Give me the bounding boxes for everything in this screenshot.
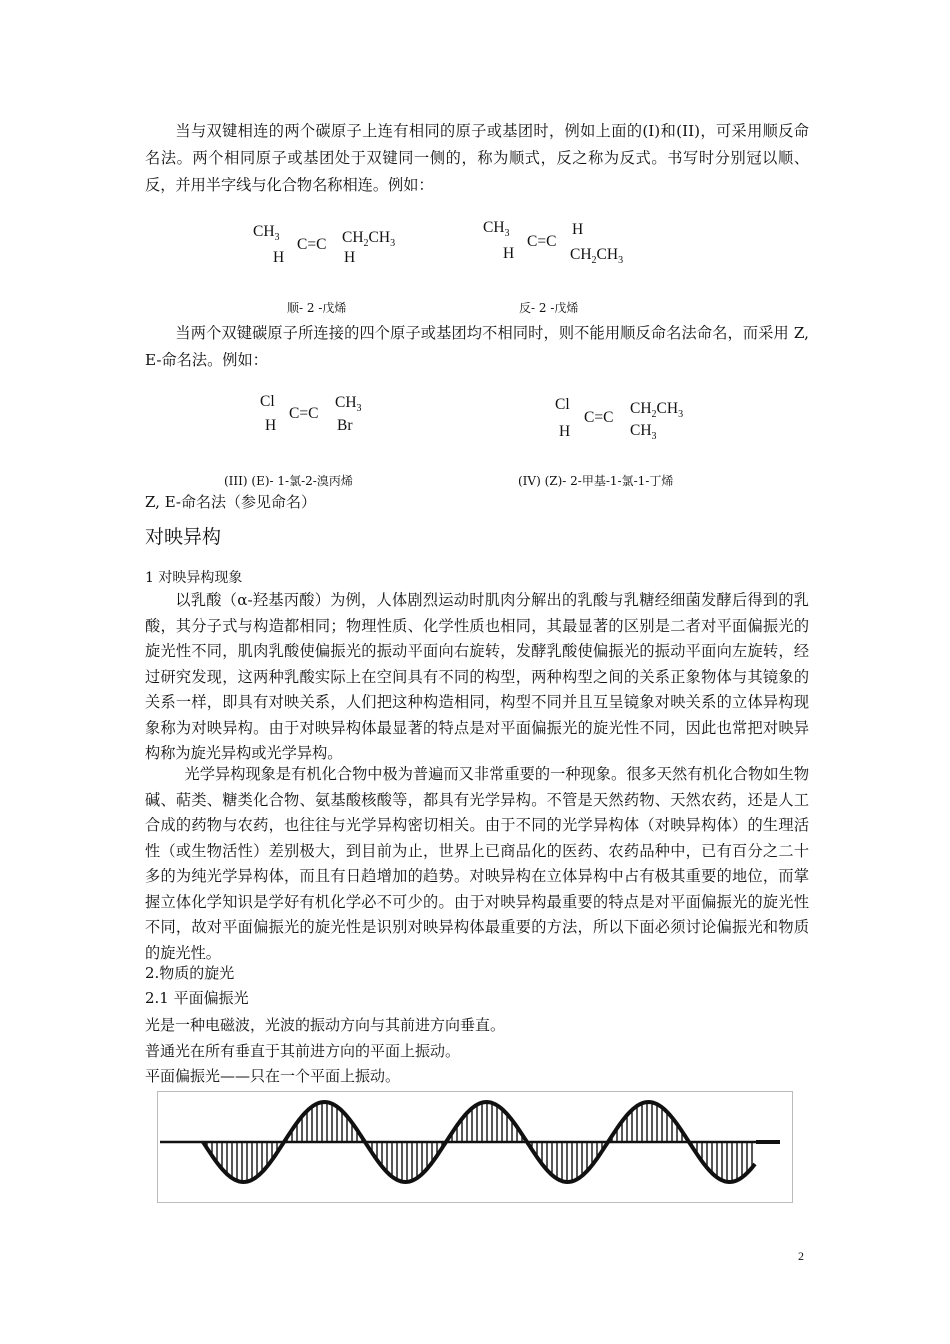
caption-iii: (III) (E)- 1-氯-2-溴丙烯 bbox=[224, 474, 353, 488]
section-title-2: 2.物质的旋光 bbox=[145, 964, 235, 982]
wave-illustration bbox=[158, 1092, 792, 1202]
caption-iv: (IV) (Z)- 2-甲基-1-氯-1-丁烯 bbox=[518, 474, 674, 488]
paragraph-lactic-acid: 以乳酸（α-羟基丙酸）为例，人体剧烈运动时肌肉分解出的乳酸与乳糖经细菌发酵后得到的乳酸，其分子式与构造都相同；物理性质、化学性质也相同，其最显著的区别是二者对平面偏振光的旋光性不同，肌肉乳酸使偏振光的振动平面向右旋转，发酵乳酸使偏振光的振动平面向左旋转，经过研究发现，这两种乳酸实际上在空间具有不同的构型，两种构型之间的关系正象物体与其镜象的关系一样，即具有对映关系，人们把这种构造相同，构型不同并且互呈镜象对映关系的立体异构现象称为对映异构。由于对映异构体最显著的特点是对平面偏振光的旋光性不同，因此也常把对映异构称为旋光异构或光学异构。 bbox=[145, 591, 809, 762]
section-title-1: 1 对映异构现象 bbox=[145, 570, 243, 586]
polarized-light-wave-figure bbox=[157, 1091, 793, 1203]
caption-trans-2-pentene: 反- 2 -戊烯 bbox=[519, 301, 579, 315]
section-heading-enantiomers: 对映异构 bbox=[145, 526, 222, 548]
text-line-plane-polarized: 平面偏振光——只在一个平面上振动。 bbox=[145, 1067, 401, 1085]
paragraph-cis-trans: 当与双键相连的两个碳原子上连有相同的原子或基团时，例如上面的(I)和(II)，可采用顺反命名法。两个相同原子或基团处于双键同一侧的，称为顺式，反之称为反式。书写时分别冠以顺、反，并用半字线与化合物名称相连。例如： bbox=[145, 122, 809, 194]
paragraph-z-e: 当两个双键碳原子所连接的四个原子或基团均不相同时，则不能用顺反命名法命名，而采用 Z, E-命名法。例如： bbox=[145, 324, 809, 369]
section-title-2-1: 2.1 平面偏振光 bbox=[145, 989, 249, 1007]
page-number: 2 bbox=[798, 1249, 804, 1263]
paragraph-optical-isomerism: 光学异构现象是有机化合物中极为普遍而又非常重要的一种现象。很多天然有机化合物如生物碱、萜类、糖类化合物、氨基酸核酸等，都具有光学异构。不管是天然药物、天然农药，还是人工合成的药物与农药，也往往与光学异构密切相关。由于不同的光学异构体（对映异构体）的生理活性（或生物活性）差别极大，到目前为止，世界上已商品化的医药、农药品种中，已有百分之二十多的为纯光学异构体，而且有日趋增加的趋势。对映异构在立体异构中占有极其重要的地位，而掌握立体化学知识是学好有机化学必不可少的。由于对映异构最重要的特点是对平面偏振光的旋光性不同，故对平面偏振光的旋光性是识别对映异构体最重要的方法，所以下面必须讨论偏振光和物质的旋光性。 bbox=[145, 765, 809, 962]
ze-reference: Z, E-命名法（参见命名） bbox=[145, 493, 316, 511]
text-line-light-wave: 光是一种电磁波，光波的振动方向与其前进方向垂直。 bbox=[145, 1016, 506, 1034]
caption-cis-2-pentene: 顺- 2 -戊烯 bbox=[287, 301, 347, 315]
text-line-ordinary-light: 普通光在所有垂直于其前进方向的平面上振动。 bbox=[145, 1042, 461, 1060]
